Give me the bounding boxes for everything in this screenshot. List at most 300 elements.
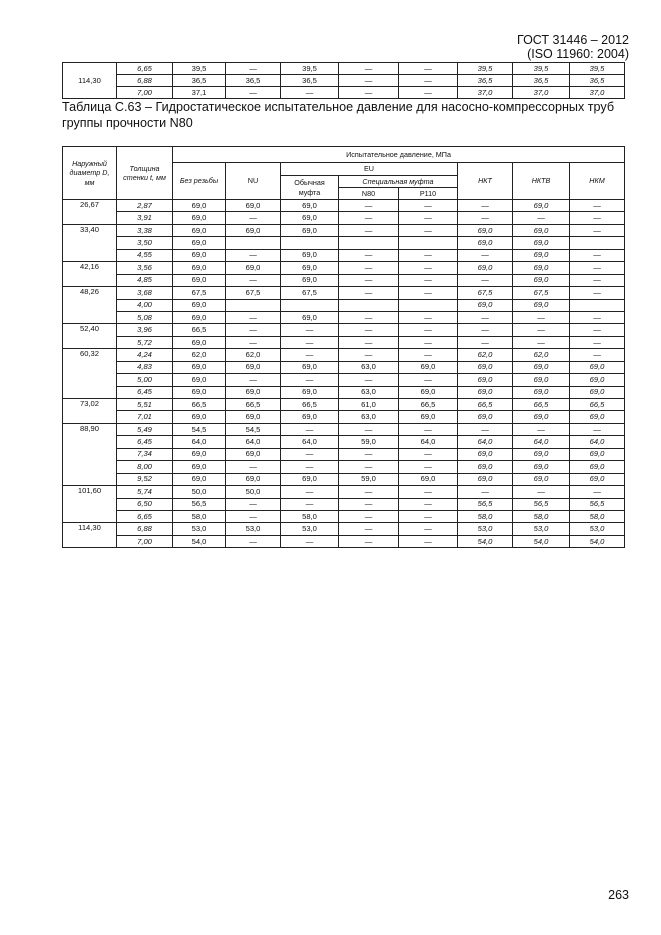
pressure-cell: — [339, 498, 399, 510]
pressure-cell: 69,0 [513, 262, 570, 274]
pressure-cell: — [570, 486, 625, 498]
pressure-cell: — [570, 349, 625, 361]
pressure-cell: — [399, 249, 458, 261]
pressure-cell: — [399, 262, 458, 274]
pressure-cell: 69,0 [173, 212, 226, 224]
table-row [63, 262, 625, 274]
pressure-cell: 69,0 [458, 374, 513, 386]
table-row [63, 237, 625, 249]
pressure-cell: 69,0 [399, 386, 458, 398]
pressure-cell: 69,0 [173, 411, 226, 423]
table-cell: 6,88 [117, 75, 173, 87]
pressure-cell: — [458, 249, 513, 261]
pressure-cell: 69,0 [513, 361, 570, 373]
pressure-cell: 54,0 [458, 535, 513, 547]
pressure-cell: 53,0 [173, 523, 226, 535]
pressure-cell: 69,0 [513, 200, 570, 212]
pressure-cell: 63,0 [339, 411, 399, 423]
table-cell: — [281, 87, 339, 99]
pressure-cell: — [339, 448, 399, 460]
pressure-cell: — [458, 311, 513, 323]
outer-diameter-cell: 114,30 [63, 75, 117, 87]
pressure-cell: 64,0 [458, 436, 513, 448]
pressure-cell: 59,0 [339, 473, 399, 485]
pressure-cell: — [339, 249, 399, 261]
wall-thickness-cell: 6,50 [117, 498, 173, 510]
wall-thickness-cell: 3,38 [117, 224, 173, 236]
pressure-cell [399, 299, 458, 311]
pressure-cell: 69,0 [458, 448, 513, 460]
table-cell: 37,0 [458, 87, 513, 99]
table-row [63, 63, 625, 75]
pressure-cell: 53,0 [458, 523, 513, 535]
pressure-cell: 69,0 [281, 411, 339, 423]
pressure-cell: — [339, 535, 399, 547]
pressure-cell: — [339, 349, 399, 361]
table-row [63, 399, 625, 411]
table-row [63, 498, 625, 510]
wall-thickness-cell: 3,56 [117, 262, 173, 274]
table-row [63, 436, 625, 448]
table-row [63, 75, 625, 87]
pressure-cell: 69,0 [513, 461, 570, 473]
pressure-cell: 69,0 [173, 461, 226, 473]
pressure-cell: — [399, 324, 458, 336]
pressure-cell: 69,0 [399, 473, 458, 485]
pressure-cell: 69,0 [399, 411, 458, 423]
outer-diameter-cell: 33,40 [63, 224, 117, 261]
pressure-cell: 66,5 [173, 399, 226, 411]
pressure-cell: — [226, 510, 281, 522]
wall-thickness-cell: 3,96 [117, 324, 173, 336]
pressure-cell: — [399, 349, 458, 361]
pressure-cell: 69,0 [226, 200, 281, 212]
pressure-cell: — [281, 349, 339, 361]
table-row [63, 473, 625, 485]
pressure-cell: 62,0 [458, 349, 513, 361]
pressure-cell: 69,0 [226, 411, 281, 423]
pressure-cell: 69,0 [570, 374, 625, 386]
pressure-cell: 69,0 [173, 274, 226, 286]
pressure-cell: 69,0 [458, 224, 513, 236]
pressure-cell: 56,5 [570, 498, 625, 510]
pressure-cell: — [339, 423, 399, 435]
header-p110: P110 [399, 188, 458, 200]
pressure-cell: 69,0 [458, 237, 513, 249]
pressure-cell: — [458, 212, 513, 224]
header-test-pressure: Испытательное давление, МПа [173, 147, 625, 163]
table-cell: 36,5 [281, 75, 339, 87]
wall-thickness-cell: 7,00 [117, 535, 173, 547]
pressure-cell [339, 299, 399, 311]
pressure-cell: 69,0 [173, 200, 226, 212]
pressure-cell: 67,5 [173, 287, 226, 299]
outer-diameter-cell: 60,32 [63, 349, 117, 399]
table-cell: — [226, 87, 281, 99]
pressure-cell: 50,0 [173, 486, 226, 498]
pressure-cell: 69,0 [513, 249, 570, 261]
pressure-cell: 69,0 [173, 249, 226, 261]
pressure-cell: — [226, 461, 281, 473]
wall-thickness-cell: 5,49 [117, 423, 173, 435]
pressure-cell: 53,0 [570, 523, 625, 535]
pressure-cell: — [281, 486, 339, 498]
pressure-cell: 67,5 [458, 287, 513, 299]
pressure-cell: 69,0 [281, 224, 339, 236]
pressure-cell: — [570, 423, 625, 435]
table-row [63, 386, 625, 398]
pressure-cell: 64,0 [173, 436, 226, 448]
table-cell: 36,5 [226, 75, 281, 87]
pressure-cell: 62,0 [513, 349, 570, 361]
wall-thickness-cell: 4,85 [117, 274, 173, 286]
pressure-cell: 59,0 [339, 436, 399, 448]
pressure-cell: 61,0 [339, 399, 399, 411]
pressure-cell: — [513, 324, 570, 336]
pressure-cell: — [513, 336, 570, 348]
pressure-cell: — [399, 535, 458, 547]
pressure-cell: 67,5 [513, 287, 570, 299]
pressure-cell: 69,0 [173, 237, 226, 249]
pressure-cell: — [570, 212, 625, 224]
pressure-cell: 69,0 [513, 237, 570, 249]
pressure-table-n80 [62, 146, 625, 548]
pressure-cell: 54,0 [570, 535, 625, 547]
wall-thickness-cell: 5,08 [117, 311, 173, 323]
pressure-cell: 69,0 [513, 473, 570, 485]
outer-diameter-cell: 114,30 [63, 523, 117, 548]
pressure-cell: 69,0 [570, 448, 625, 460]
pressure-cell: 69,0 [281, 249, 339, 261]
pressure-cell: — [281, 461, 339, 473]
pressure-cell: 69,0 [281, 311, 339, 323]
pressure-cell: — [399, 461, 458, 473]
table-cell: 36,5 [570, 75, 625, 87]
table-row [63, 374, 625, 386]
pressure-cell: 69,0 [513, 448, 570, 460]
table-row [63, 336, 625, 348]
pressure-cell: 69,0 [513, 374, 570, 386]
table-cell: 39,5 [513, 63, 570, 75]
outer-diameter-cell: 42,16 [63, 262, 117, 287]
pressure-cell: — [399, 448, 458, 460]
table-cell: — [339, 87, 399, 99]
pressure-cell: — [226, 374, 281, 386]
pressure-cell: 64,0 [570, 436, 625, 448]
pressure-cell: — [399, 523, 458, 535]
table-cell: — [339, 63, 399, 75]
table-cell: 36,5 [173, 75, 226, 87]
table-row [63, 87, 625, 99]
pressure-cell: — [281, 448, 339, 460]
pressure-cell: 69,0 [226, 386, 281, 398]
pressure-cell: — [339, 374, 399, 386]
pressure-cell: — [339, 523, 399, 535]
header-no-thread: Без резьбы [173, 163, 226, 200]
pressure-cell: — [458, 486, 513, 498]
outer-diameter-cell: 88,90 [63, 423, 117, 485]
table-cell: — [399, 75, 458, 87]
table-cell: 36,5 [458, 75, 513, 87]
header-special-coupling: Специальная муфта [339, 176, 458, 188]
pressure-cell: — [281, 336, 339, 348]
pressure-cell: — [226, 336, 281, 348]
table-row [63, 224, 625, 236]
outer-diameter-cell: 48,26 [63, 287, 117, 324]
pressure-cell: — [458, 423, 513, 435]
pressure-cell: 69,0 [173, 448, 226, 460]
table-row [63, 411, 625, 423]
table-row [63, 299, 625, 311]
wall-thickness-cell: 6,45 [117, 386, 173, 398]
pressure-cell [399, 237, 458, 249]
outer-diameter-cell [63, 87, 117, 99]
outer-diameter-cell [63, 63, 117, 75]
table-row [63, 510, 625, 522]
pressure-cell: — [399, 224, 458, 236]
pressure-cell: 69,0 [226, 361, 281, 373]
pressure-cell: 69,0 [226, 224, 281, 236]
pressure-cell: 66,5 [226, 399, 281, 411]
pressure-cell: — [399, 287, 458, 299]
pressure-cell: 69,0 [281, 262, 339, 274]
table-cell: 36,5 [513, 75, 570, 87]
pressure-cell: 69,0 [570, 361, 625, 373]
table-caption: Таблица С.63 – Гидростатическое испытательное давление для насосно-компрессорных труб группы прочности N80 [62, 100, 615, 130]
table-cell: 39,5 [458, 63, 513, 75]
table-cell: 37,0 [513, 87, 570, 99]
table-row [63, 461, 625, 473]
wall-thickness-cell: 6,65 [117, 510, 173, 522]
pressure-cell: 66,5 [173, 324, 226, 336]
pressure-cell: — [339, 224, 399, 236]
pressure-cell: 69,0 [458, 473, 513, 485]
table-cell: 39,5 [173, 63, 226, 75]
pressure-cell: 69,0 [399, 361, 458, 373]
pressure-cell: 69,0 [513, 386, 570, 398]
pressure-cell: — [399, 374, 458, 386]
pressure-cell: 69,0 [570, 386, 625, 398]
pressure-cell: 54,5 [173, 423, 226, 435]
pressure-cell: — [226, 212, 281, 224]
table-row [63, 249, 625, 261]
pressure-cell: 62,0 [173, 349, 226, 361]
wall-thickness-cell: 7,01 [117, 411, 173, 423]
wall-thickness-cell: 5,51 [117, 399, 173, 411]
pressure-cell: — [281, 374, 339, 386]
pressure-cell [339, 237, 399, 249]
pressure-cell: — [281, 423, 339, 435]
pressure-cell: — [281, 324, 339, 336]
pressure-cell: 67,5 [281, 287, 339, 299]
pressure-cell: — [226, 324, 281, 336]
header-outer-diameter: Наружный диаметр D, мм [63, 147, 117, 200]
pressure-cell: — [226, 249, 281, 261]
pressure-cell: 69,0 [226, 262, 281, 274]
pressure-cell: 64,0 [281, 436, 339, 448]
table-cell: 37,1 [173, 87, 226, 99]
pressure-cell: — [399, 311, 458, 323]
pressure-cell: 53,0 [281, 523, 339, 535]
header-nu: NU [226, 163, 281, 200]
wall-thickness-cell: 4,00 [117, 299, 173, 311]
pressure-cell: — [570, 324, 625, 336]
header-wall-thickness: Толщина стенки t, мм [117, 147, 173, 200]
wall-thickness-cell: 9,52 [117, 473, 173, 485]
pressure-cell: — [399, 423, 458, 435]
table-row [63, 523, 625, 535]
pressure-cell: 58,0 [513, 510, 570, 522]
pressure-cell: 69,0 [281, 473, 339, 485]
pressure-cell: 64,0 [399, 436, 458, 448]
wall-thickness-cell: 4,55 [117, 249, 173, 261]
table-cell: 39,5 [570, 63, 625, 75]
pressure-cell [226, 237, 281, 249]
table-cell: 6,65 [117, 63, 173, 75]
pressure-cell [570, 299, 625, 311]
table-cell: 37,0 [570, 87, 625, 99]
table-row [63, 423, 625, 435]
table-row [63, 361, 625, 373]
previous-table-continuation [62, 62, 625, 99]
pressure-cell: — [458, 324, 513, 336]
pressure-cell: — [399, 200, 458, 212]
pressure-cell: — [458, 200, 513, 212]
pressure-cell: 50,0 [226, 486, 281, 498]
pressure-cell: — [339, 274, 399, 286]
table-cell: 7,00 [117, 87, 173, 99]
table-row [63, 200, 625, 212]
pressure-cell: 58,0 [458, 510, 513, 522]
pressure-cell: 67,5 [226, 287, 281, 299]
wall-thickness-cell: 3,68 [117, 287, 173, 299]
pressure-cell: — [570, 224, 625, 236]
pressure-cell: 69,0 [173, 374, 226, 386]
pressure-cell: 69,0 [281, 361, 339, 373]
wall-thickness-cell: 6,45 [117, 436, 173, 448]
header-nktv: НКТВ [513, 163, 570, 200]
pressure-cell: 69,0 [458, 461, 513, 473]
wall-thickness-cell: 4,83 [117, 361, 173, 373]
pressure-cell: 56,5 [513, 498, 570, 510]
pressure-cell: — [399, 212, 458, 224]
pressure-cell: — [513, 212, 570, 224]
pressure-cell: 69,0 [281, 386, 339, 398]
header-nkm: НКМ [570, 163, 625, 200]
page-number: 263 [608, 888, 629, 902]
pressure-cell: — [513, 423, 570, 435]
wall-thickness-cell: 5,00 [117, 374, 173, 386]
pressure-cell: 54,5 [226, 423, 281, 435]
pressure-cell: 69,0 [458, 386, 513, 398]
wall-thickness-cell: 3,50 [117, 237, 173, 249]
pressure-cell: 66,5 [399, 399, 458, 411]
header-eu: EU [281, 163, 458, 176]
pressure-cell: — [226, 311, 281, 323]
standard-number: ГОСТ 31446 – 2012 [517, 33, 629, 47]
pressure-cell: — [399, 498, 458, 510]
wall-thickness-cell: 2,87 [117, 200, 173, 212]
table-row [63, 349, 625, 361]
pressure-cell: 69,0 [173, 299, 226, 311]
pressure-cell: — [570, 311, 625, 323]
table-row [63, 311, 625, 323]
pressure-cell: — [339, 212, 399, 224]
pressure-cell: — [570, 249, 625, 261]
pressure-cell: 66,5 [458, 399, 513, 411]
pressure-cell: — [399, 336, 458, 348]
table-row [63, 212, 625, 224]
header-nkt: НКТ [458, 163, 513, 200]
pressure-cell: 69,0 [173, 224, 226, 236]
iso-reference: (ISO 11960: 2004) [527, 47, 629, 61]
pressure-cell: 69,0 [173, 311, 226, 323]
pressure-cell: 69,0 [173, 361, 226, 373]
pressure-cell: — [570, 336, 625, 348]
table-cell: 39,5 [281, 63, 339, 75]
pressure-cell: 69,0 [281, 274, 339, 286]
pressure-cell: — [570, 200, 625, 212]
pressure-cell: 69,0 [570, 411, 625, 423]
pressure-cell: 69,0 [226, 473, 281, 485]
pressure-cell: — [226, 535, 281, 547]
table-cell: — [339, 75, 399, 87]
pressure-cell [281, 237, 339, 249]
pressure-cell: 63,0 [339, 386, 399, 398]
pressure-cell: — [281, 498, 339, 510]
pressure-cell: 69,0 [281, 212, 339, 224]
wall-thickness-cell: 5,74 [117, 486, 173, 498]
wall-thickness-cell: 5,72 [117, 336, 173, 348]
table-cell: — [399, 63, 458, 75]
pressure-cell: — [570, 287, 625, 299]
pressure-cell: — [399, 274, 458, 286]
pressure-cell: 69,0 [173, 473, 226, 485]
pressure-cell: 56,5 [173, 498, 226, 510]
outer-diameter-cell: 73,02 [63, 399, 117, 424]
pressure-cell: 69,0 [513, 411, 570, 423]
wall-thickness-cell: 4,24 [117, 349, 173, 361]
pressure-cell: 54,0 [513, 535, 570, 547]
pressure-cell: 64,0 [226, 436, 281, 448]
pressure-cell: — [458, 336, 513, 348]
pressure-cell: — [339, 287, 399, 299]
table-cell: — [226, 63, 281, 75]
pressure-cell: — [281, 535, 339, 547]
pressure-cell: 58,0 [570, 510, 625, 522]
pressure-cell: — [339, 311, 399, 323]
pressure-cell: — [339, 510, 399, 522]
pressure-cell: — [458, 274, 513, 286]
pressure-cell: — [339, 461, 399, 473]
pressure-cell: 53,0 [513, 523, 570, 535]
pressure-cell [226, 299, 281, 311]
header-n80: N80 [339, 188, 399, 200]
pressure-cell: 63,0 [339, 361, 399, 373]
pressure-cell: 64,0 [513, 436, 570, 448]
pressure-cell: — [339, 336, 399, 348]
pressure-cell: 69,0 [570, 473, 625, 485]
pressure-cell: — [339, 200, 399, 212]
pressure-cell: — [399, 510, 458, 522]
pressure-cell: 69,0 [173, 386, 226, 398]
pressure-cell: — [513, 311, 570, 323]
outer-diameter-cell: 26,67 [63, 200, 117, 225]
outer-diameter-cell: 52,40 [63, 324, 117, 349]
pressure-cell: 53,0 [226, 523, 281, 535]
table-row [63, 448, 625, 460]
pressure-cell: 69,0 [226, 448, 281, 460]
